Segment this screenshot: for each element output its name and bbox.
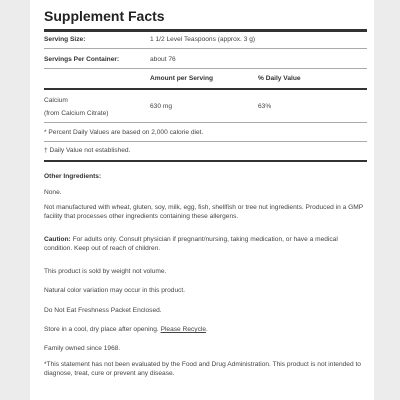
color-variation-note: Natural color variation may occur in this product. bbox=[44, 287, 186, 294]
title-rule bbox=[44, 29, 367, 32]
left-margin bbox=[0, 0, 30, 400]
serving-size-label: Serving Size: bbox=[44, 36, 86, 43]
divider bbox=[44, 141, 367, 142]
nutrient-name: Calcium bbox=[44, 97, 68, 104]
daily-value-header: % Daily Value bbox=[258, 75, 301, 82]
caution-label: Caution: bbox=[44, 236, 71, 243]
recycle-link[interactable]: Please Recycle bbox=[160, 326, 207, 333]
footnote-not-established: † Daily Value not established. bbox=[44, 147, 131, 154]
freshness-packet-note: Do Not Eat Freshness Packet Enclosed. bbox=[44, 307, 162, 314]
footnote-daily-values: * Percent Daily Values are based on 2,000 calorie diet. bbox=[44, 129, 204, 136]
servings-per-container-label: Servings Per Container: bbox=[44, 56, 120, 63]
header-rule bbox=[44, 88, 367, 90]
family-owned-note: Family owned since 1968. bbox=[44, 345, 121, 352]
sold-by-weight-note: This product is sold by weight not volume. bbox=[44, 268, 167, 275]
section-rule bbox=[44, 160, 367, 162]
nutrient-amount: 630 mg bbox=[150, 103, 172, 110]
other-ingredients-heading: Other Ingredients: bbox=[44, 173, 102, 180]
other-ingredients-value: None. bbox=[44, 189, 62, 196]
nutrient-daily-value: 63% bbox=[258, 103, 272, 110]
panel-title: Supplement Facts bbox=[44, 8, 165, 24]
right-margin bbox=[374, 0, 400, 400]
storage-text: Store in a cool, dry place after opening. bbox=[44, 326, 161, 333]
amount-per-serving-header: Amount per Serving bbox=[150, 75, 214, 82]
servings-per-container-value: about 76 bbox=[150, 56, 176, 63]
divider bbox=[44, 68, 367, 69]
caution-statement bbox=[44, 235, 367, 253]
storage-note bbox=[44, 325, 208, 334]
caution-text: For adults only. Consult physician if pregnant/nursing, taking medication, or have a medical condition. Keep out of reach of children. bbox=[44, 236, 338, 252]
storage-end: . bbox=[206, 326, 208, 333]
serving-size-value: 1 1/2 Level Teaspoons (approx. 3 g) bbox=[150, 36, 256, 43]
allergen-statement: Not manufactured with wheat, gluten, soy, milk, egg, fish, shellfish or tree nut ingredients. Produced in a GMP facility that processes other ingredients containing these allergens. bbox=[44, 204, 363, 220]
divider bbox=[44, 122, 367, 123]
nutrient-source: (from Calcium Citrate) bbox=[44, 110, 109, 117]
fda-disclaimer: *This statement has not been evaluated by the Food and Drug Administration. This product is not intended to diagnose, treat, cure or prevent any disease. bbox=[44, 361, 361, 377]
divider bbox=[44, 48, 367, 49]
